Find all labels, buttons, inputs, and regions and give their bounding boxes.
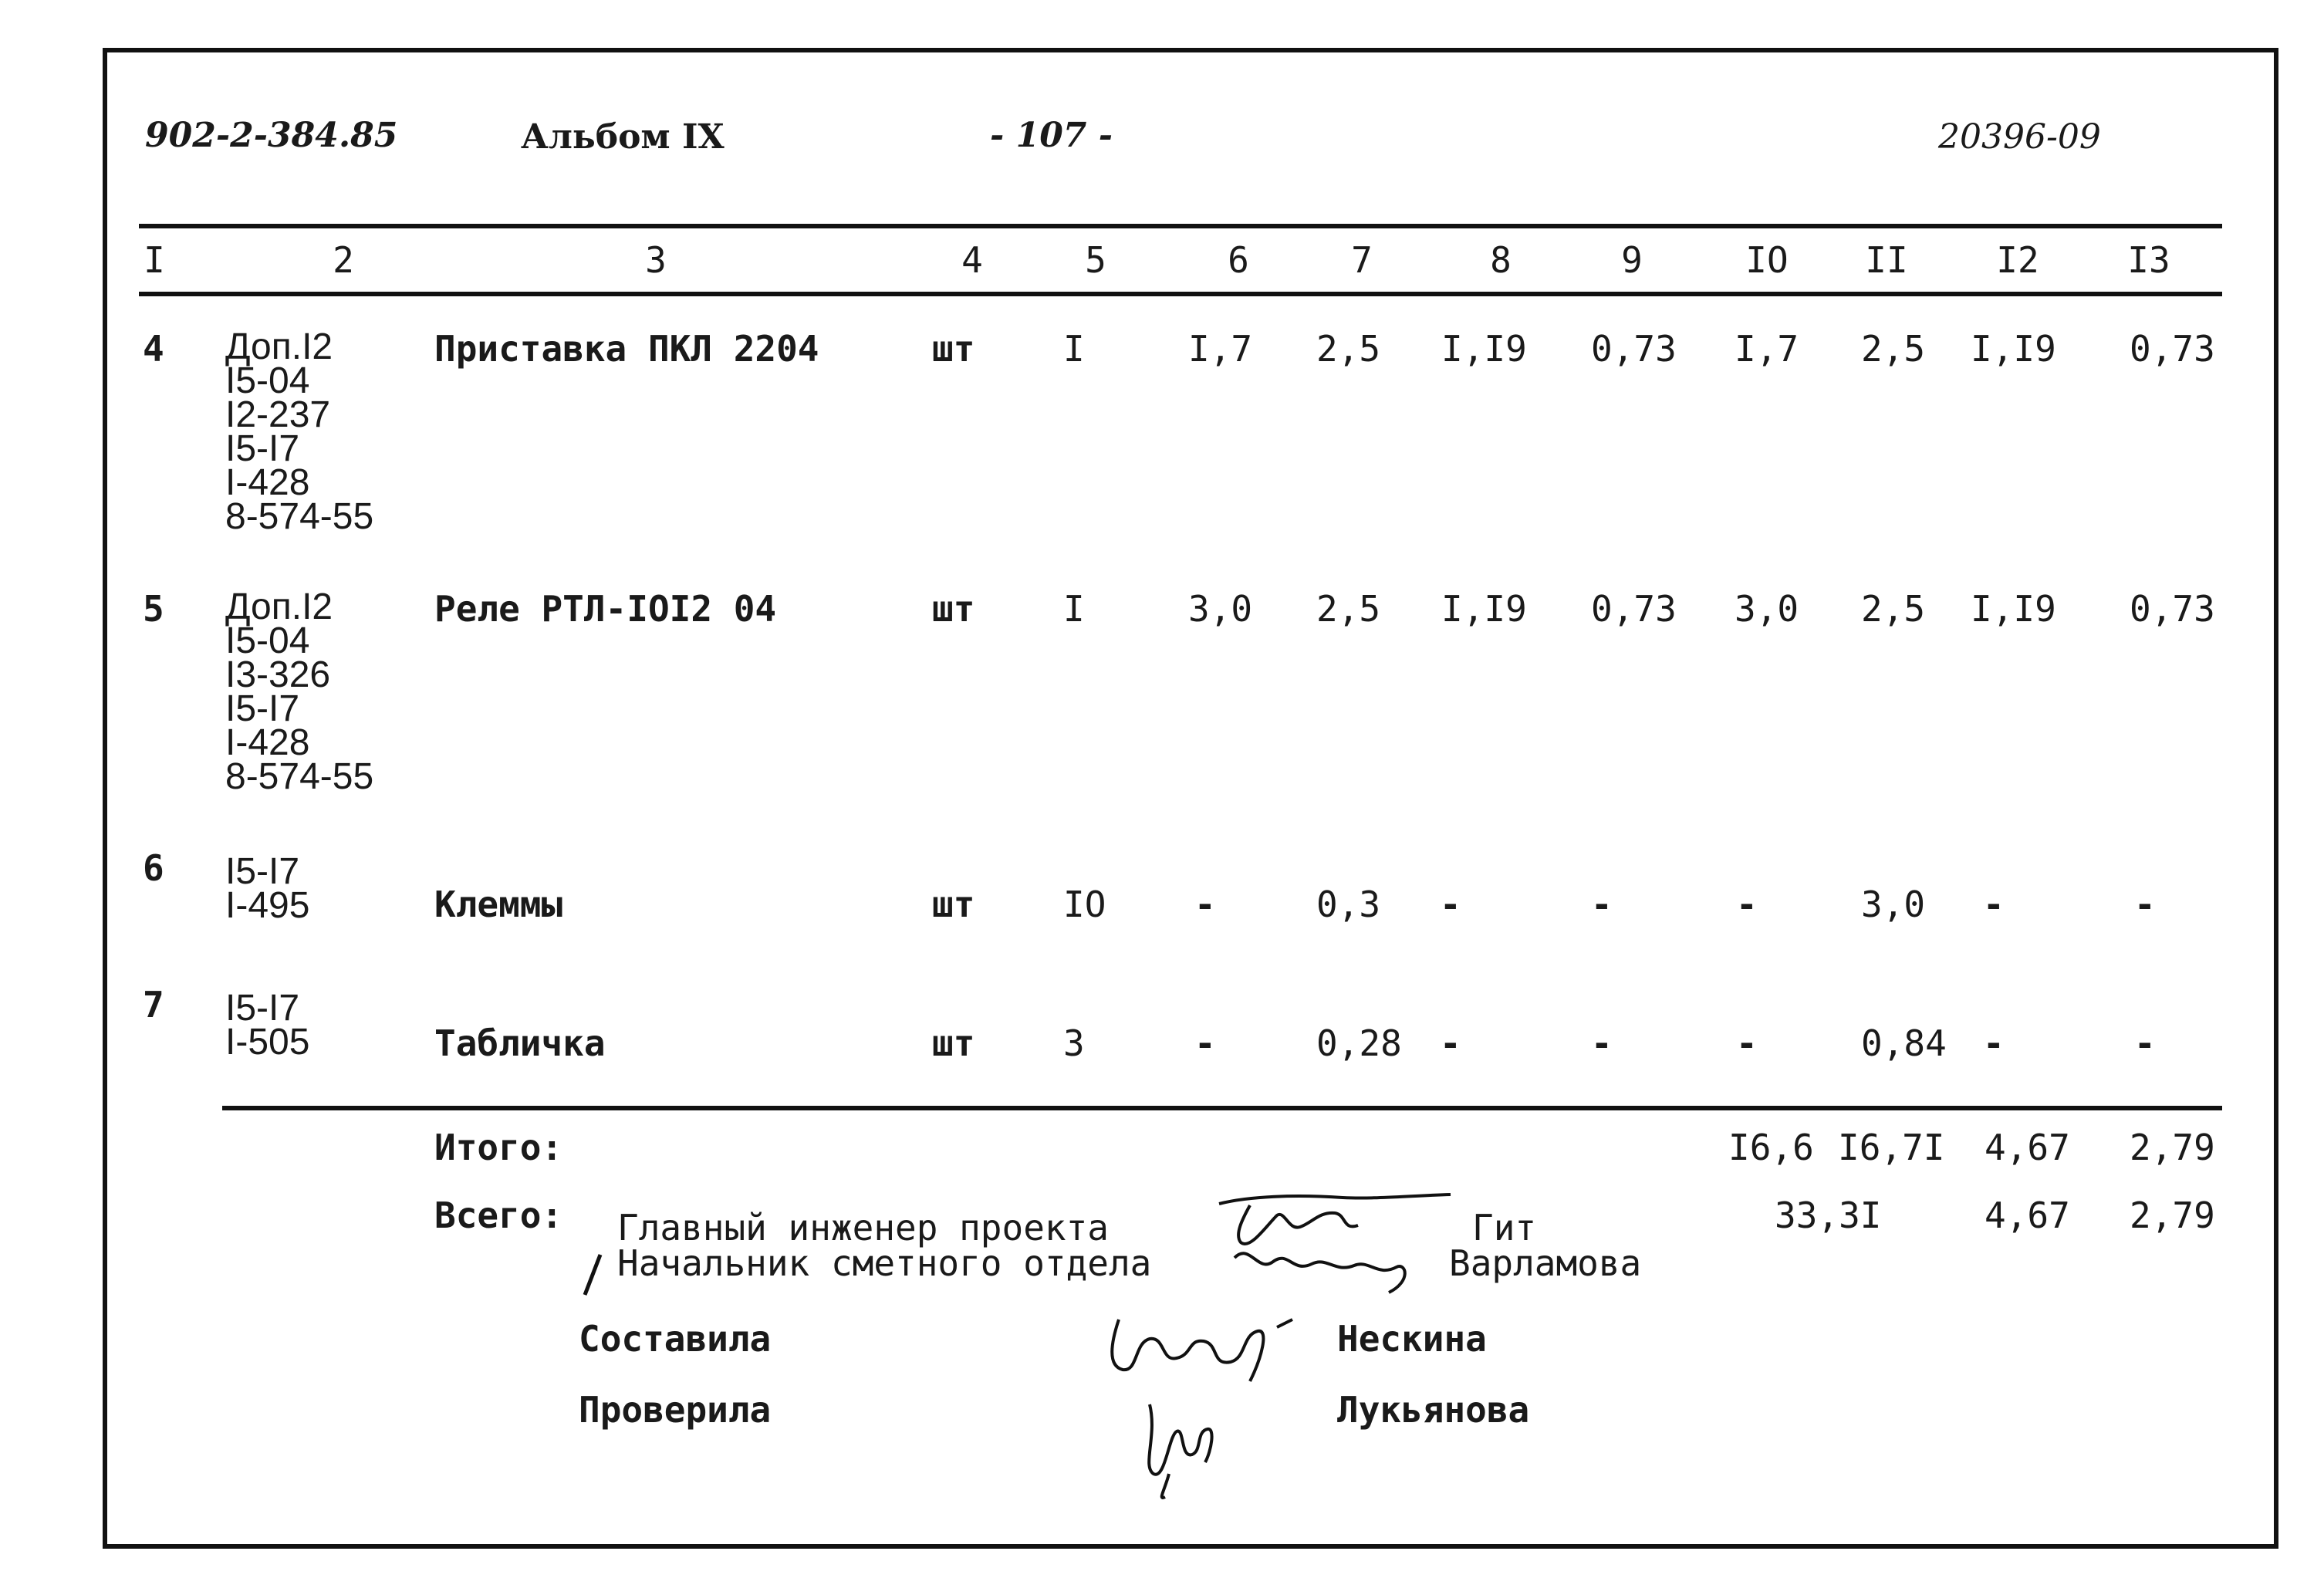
column-header-6: 6	[1228, 239, 1249, 281]
handwritten-slash-mark	[580, 1252, 603, 1298]
vsego-col12: 4,67	[1985, 1195, 2070, 1236]
cell-col13: -	[2134, 884, 2156, 925]
role-checked-by: Проверила	[579, 1389, 772, 1431]
cell-col11: 2,5	[1861, 328, 1926, 370]
cell-col12: -	[1983, 884, 2005, 925]
name-git: Гит	[1472, 1207, 1537, 1249]
cell-col9: -	[1591, 1022, 1613, 1064]
item-quantity: 3	[1063, 1022, 1085, 1064]
column-header-2: 2	[333, 239, 354, 281]
row-codes	[225, 326, 374, 537]
cell-col9: 0,73	[1591, 588, 1677, 630]
cell-col7: 0,3	[1316, 884, 1381, 925]
code-line: I5-04	[225, 360, 310, 401]
vsego-col13: 2,79	[2130, 1195, 2215, 1236]
cell-col9: -	[1591, 884, 1613, 925]
cell-col13: 0,73	[2130, 328, 2215, 370]
cell-col12: I,I9	[1971, 328, 2056, 370]
item-name: Табличка	[434, 1022, 606, 1064]
code-line: I5-I7	[225, 428, 300, 469]
cell-col6: -	[1194, 884, 1216, 925]
name-lukyanova: Лукьянова	[1337, 1389, 1530, 1431]
item-unit: шт	[932, 884, 975, 925]
cell-col7: 2,5	[1316, 588, 1381, 630]
itogo-col11: I6,7I	[1838, 1127, 1945, 1168]
cell-col7: 2,5	[1316, 328, 1381, 370]
code-line: Доп.I2	[225, 586, 333, 627]
cell-col6: 3,0	[1188, 588, 1253, 630]
cell-col11: 3,0	[1861, 884, 1926, 925]
column-header-9: 9	[1621, 239, 1643, 281]
column-header-8: 8	[1490, 239, 1512, 281]
itogo-col10: I6,6	[1728, 1127, 1814, 1168]
item-quantity: I	[1063, 328, 1085, 370]
name-varlamova: Варламова	[1449, 1242, 1642, 1284]
cell-col10: -	[1736, 1022, 1758, 1064]
code-line: Доп.I2	[225, 326, 333, 367]
item-name: Приставка ПКЛ 2204	[434, 328, 819, 370]
cell-col13: 0,73	[2130, 588, 2215, 630]
cell-col6: -	[1194, 1022, 1216, 1064]
code-line: I2-237	[225, 394, 331, 435]
item-quantity: I	[1063, 588, 1085, 630]
item-name: Реле РТЛ-IOI2 04	[434, 588, 777, 630]
cell-col10: I,7	[1735, 328, 1799, 370]
totals-rule	[222, 1106, 2222, 1110]
cell-col8: -	[1440, 1022, 1461, 1064]
name-neskina: Нескина	[1337, 1318, 1487, 1360]
item-quantity: IO	[1063, 884, 1106, 925]
item-unit: шт	[932, 328, 975, 370]
code-line: 8-574-55	[225, 496, 374, 537]
role-head-estimates: Начальник сметного отдела	[617, 1242, 1152, 1284]
code-line: I5-04	[225, 620, 310, 661]
column-header-10: IO	[1745, 239, 1789, 281]
signature-neskina	[1103, 1304, 1304, 1389]
itogo-col13: 2,79	[2130, 1127, 2215, 1168]
code-line: I-505	[225, 1022, 310, 1063]
signature-chief-engineer	[1204, 1188, 1458, 1312]
code-line: I5-I7	[225, 688, 300, 729]
code-line: I3-326	[225, 654, 331, 695]
column-header-13: I3	[2127, 239, 2170, 281]
page-number: - 107 -	[990, 116, 1113, 155]
row-codes	[225, 851, 310, 926]
item-name: Клеммы	[434, 884, 563, 925]
role-chief-engineer: Главный инженер проекта	[617, 1207, 1109, 1249]
item-unit: шт	[932, 588, 975, 630]
cell-col8: I,I9	[1441, 328, 1527, 370]
cell-col12: I,I9	[1971, 588, 2056, 630]
cell-col7: 0,28	[1316, 1022, 1402, 1064]
code-line: 8-574-55	[225, 756, 374, 797]
itogo-label: Итого:	[434, 1127, 563, 1168]
document-code: 902-2-384.85	[145, 116, 398, 155]
cell-col10: -	[1736, 884, 1758, 925]
cell-col12: -	[1983, 1022, 2005, 1064]
signature-lukyanova	[1134, 1389, 1227, 1505]
code-line: I5-I7	[225, 851, 300, 892]
code-line: I-428	[225, 462, 310, 503]
column-header-7: 7	[1351, 239, 1373, 281]
album-label: Альбом IX	[521, 117, 725, 157]
cell-col8: I,I9	[1441, 588, 1527, 630]
cell-col11: 0,84	[1861, 1022, 1947, 1064]
header-bottom-rule	[139, 292, 2222, 296]
cell-col10: 3,0	[1735, 588, 1799, 630]
item-unit: шт	[932, 1022, 975, 1064]
vsego-label: Всего:	[434, 1195, 563, 1236]
cell-col11: 2,5	[1861, 588, 1926, 630]
row-number: 7	[143, 984, 164, 1026]
code-line: I-495	[225, 885, 310, 926]
cell-col9: 0,73	[1591, 328, 1677, 370]
column-header-12: I2	[1996, 239, 2039, 281]
cell-col13: -	[2134, 1022, 2156, 1064]
role-compiled-by: Составила	[579, 1318, 772, 1360]
row-codes	[225, 586, 374, 797]
row-codes	[225, 988, 310, 1063]
column-header-1: I	[144, 239, 165, 281]
code-line: I5-I7	[225, 988, 300, 1029]
vsego-col10-11: 33,3I	[1775, 1195, 1882, 1236]
row-number: 5	[143, 588, 164, 630]
row-number: 4	[143, 328, 164, 370]
code-line: I-428	[225, 722, 310, 763]
column-header-3: 3	[645, 239, 667, 281]
itogo-col12: 4,67	[1985, 1127, 2070, 1168]
column-header-5: 5	[1085, 239, 1106, 281]
header-top-rule	[139, 224, 2222, 228]
column-header-11: II	[1865, 239, 1908, 281]
column-header-4: 4	[961, 239, 983, 281]
row-number: 6	[143, 847, 164, 889]
document-number: 20396-09	[1938, 117, 2101, 157]
cell-col8: -	[1440, 884, 1461, 925]
cell-col6: I,7	[1188, 328, 1253, 370]
